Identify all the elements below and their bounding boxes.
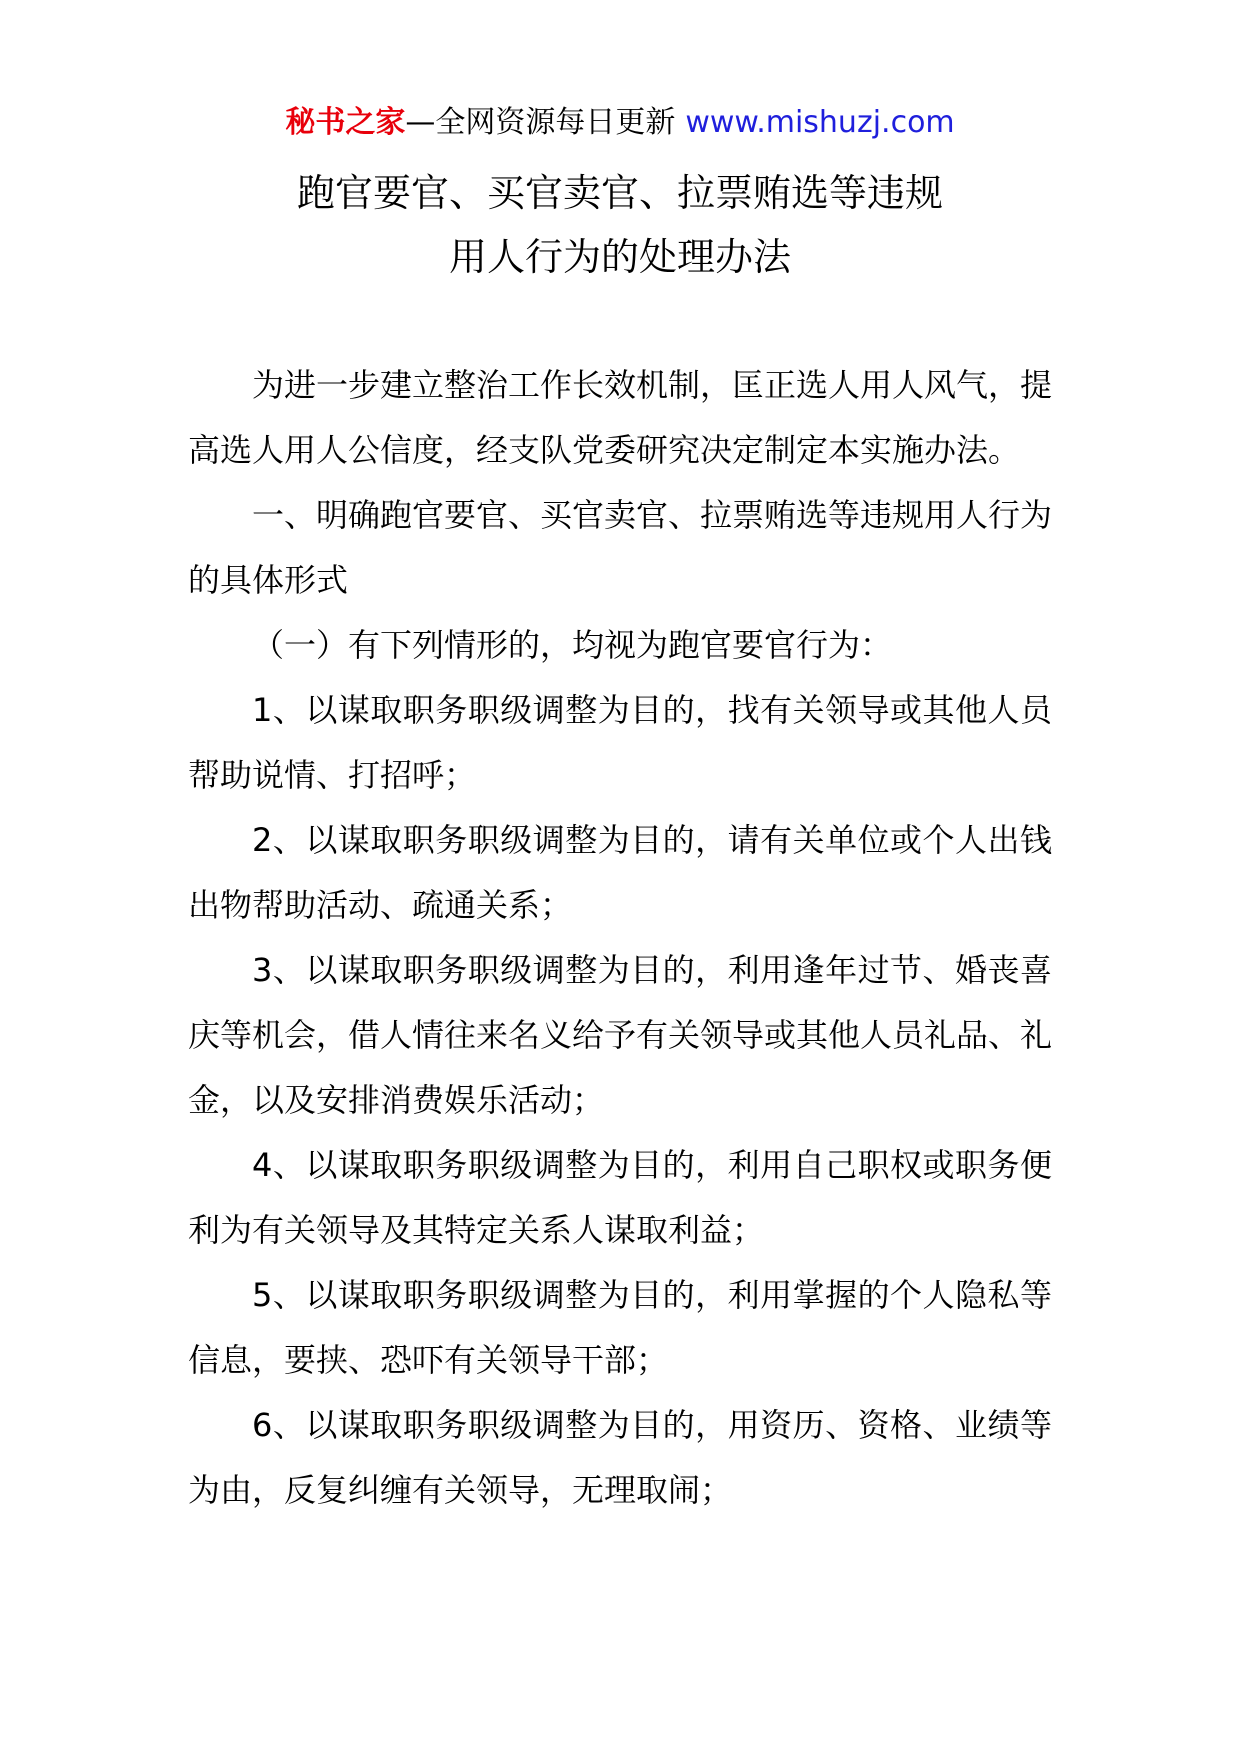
site-tagline: —全网资源每日更新	[405, 105, 676, 140]
list-item-4: 4、以谋取职务职级调整为目的，利用自己职权或职务便利为有关领导及其特定关系人谋取利益；	[188, 1146, 1052, 1249]
section-heading-1: 一、明确跑官要官、买官卖官、拉票贿选等违规用人行为的具体形式	[188, 496, 1053, 599]
list-item-6: 6、以谋取职务职级调整为目的，用资历、资格、业绩等为由，反复纠缠有关领导，无理取闹；	[188, 1406, 1052, 1509]
site-url-link[interactable]: www.mishuzj.com	[685, 105, 955, 140]
list-item-2: 2、以谋取职务职级调整为目的，请有关单位或个人出钱出物帮助活动、疏通关系；	[188, 821, 1052, 924]
list-item-5: 5、以谋取职务职级调整为目的，利用掌握的个人隐私等信息，要挟、恐吓有关领导干部；	[188, 1276, 1052, 1379]
intro-paragraph: 为进一步建立整治工作长效机制，匡正选人用人风气，提高选人用人公信度，经支队党委研究决定制定本实施办法。	[188, 366, 1053, 469]
title-line-2: 用人行为的处理办法	[448, 235, 791, 279]
document-title	[0, 161, 1240, 289]
list-item-1: 1、以谋取职务职级调整为目的，找有关领导或其他人员帮助说情、打招呼；	[188, 691, 1052, 794]
subsection-heading-1: （一）有下列情形的，均视为跑官要官行为：	[252, 626, 893, 664]
document-body	[188, 353, 1052, 1523]
list-item-3: 3、以谋取职务职级调整为目的，利用逢年过节、婚丧喜庆等机会，借人情往来名义给予有关领导或其他人员礼品、礼金，以及安排消费娱乐活动；	[188, 951, 1053, 1119]
title-line-1: 跑官要官、买官卖官、拉票贿选等违规	[296, 171, 943, 215]
site-header	[0, 100, 1240, 146]
site-brand: 秘书之家	[285, 105, 406, 140]
